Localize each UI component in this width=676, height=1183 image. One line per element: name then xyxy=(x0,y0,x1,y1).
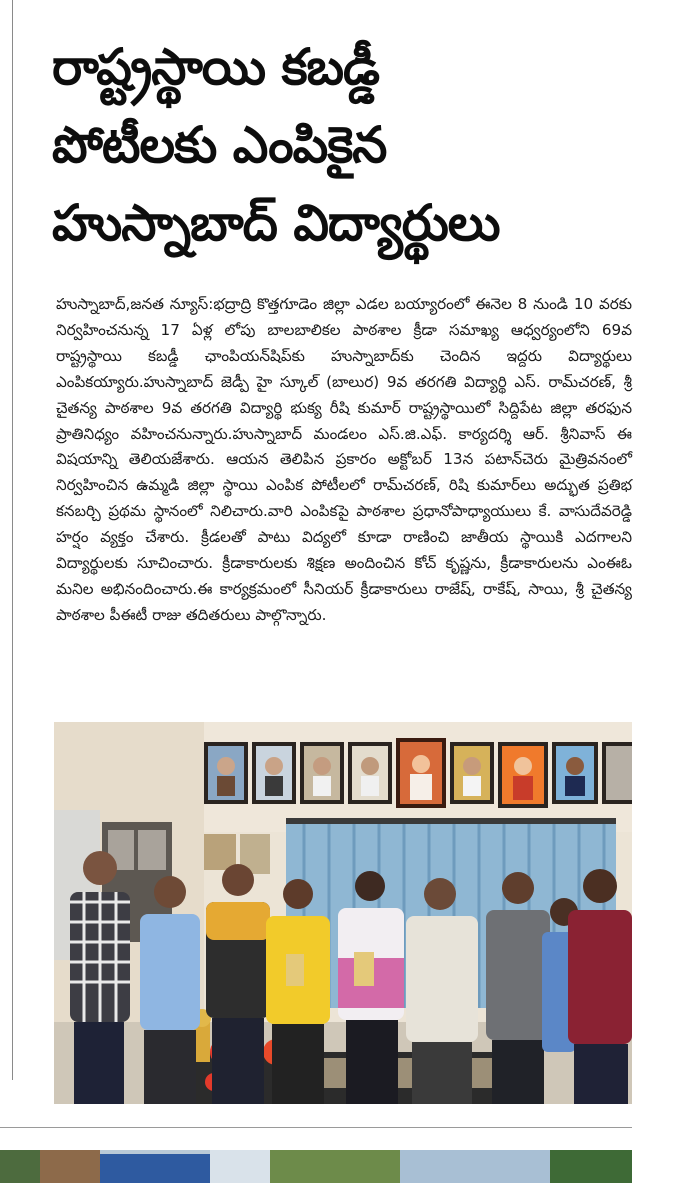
headline-line-1: రాష్ట్రస్థాయి కబడ్డీ xyxy=(52,38,380,96)
column-rule xyxy=(12,0,13,1080)
portrait-frames xyxy=(204,738,632,808)
group-photo xyxy=(54,722,632,1104)
headline-line-3: హుస్నాబాద్ విద్యార్థులు xyxy=(52,194,500,252)
headline-line-2: పోటీలకు ఎంపికైన xyxy=(52,116,387,174)
article-headline xyxy=(52,28,642,262)
article-body: హుస్నాబాద్,జనత న్యూస్:భద్రాద్రి కొత్తగూడెం జిల్లా ఎడల బయ్యారంలో ఈనెల 8 నుండి 10 వరకు నిర్వహించనున్న 17 ఏళ్ల లోపు బాలబాలికల పాఠశాల క్రీడా సమాఖ్య ఆధ్వర్యంలోని 69వ రాష్ట్రస్థాయి కబడ్డీ ఛాంపియన్‌షిప్‌కు హుస్నాబాద్‌కు చెందిన ఇద్దరు విద్యార్థులు ఎంపికయ్యారు.హుస్నాబాద్ జెడ్పీ హై స్కూల్ (బాలుర) 9వ తరగతి విద్యార్థి ఎస్. రామ్‌చరణ్, శ్రీ చైతన్య పాఠశాల 9వ తరగతి విద్యార్థి భుక్య రీషి కుమార్ రాష్ట్రస్థాయిలో సిద్దిపేట జిల్లా తరఫున ప్రాతినిధ్యం వహించనున్నారు.హుస్నాబాద్ మండలం ఎస్.జి.ఎఫ్. కార్యదర్శి ఆర్. శ్రీనివాస్ ఈ విషయాన్ని తెలియజేశారు. ఆయన తెలిపిన ప్రకారం అక్టోబర్ 13న పటాన్‌చెరు మైత్రివనంలో నిర్వహించిన ఉమ్మడి జిల్లా స్థాయి ఎంపిక పోటీలలో రామ్‌చరణ్, రిషి కుమార్‌లు అద్భుత ప్రతిభ కనబర్చి ప్రథమ స్థానంలో నిలిచారు.వారి ఎంపికపై పాఠశాల ప్రధానోపాధ్యాయులు కే. వాసుదేవరెడ్డి హర్షం వ్యక్తం చేశారు. క్రీడలతో పాటు విద్యలో కూడా రాణించి జాతీయ స్థాయికి ఎదగాలని విద్యార్థులకు సూచించారు. క్రీడాకారులకు శిక్షణ అందించిన కోచ్ కృష్ణను, క్రీడాకారులను ఎంఈఓ మనిల అభినందించారు.ఈ కార్యక్రమంలో సీనియర్ క్రీడాకారులు రాజేష్, రాకేష్, సాయి, శ్రీ చైతన్య పాఠశాల పీఈటీ రాజు తదితరులు పాల్గొన్నారు. xyxy=(56,295,632,624)
next-article-photo xyxy=(0,1150,632,1183)
section-divider xyxy=(0,1127,632,1128)
